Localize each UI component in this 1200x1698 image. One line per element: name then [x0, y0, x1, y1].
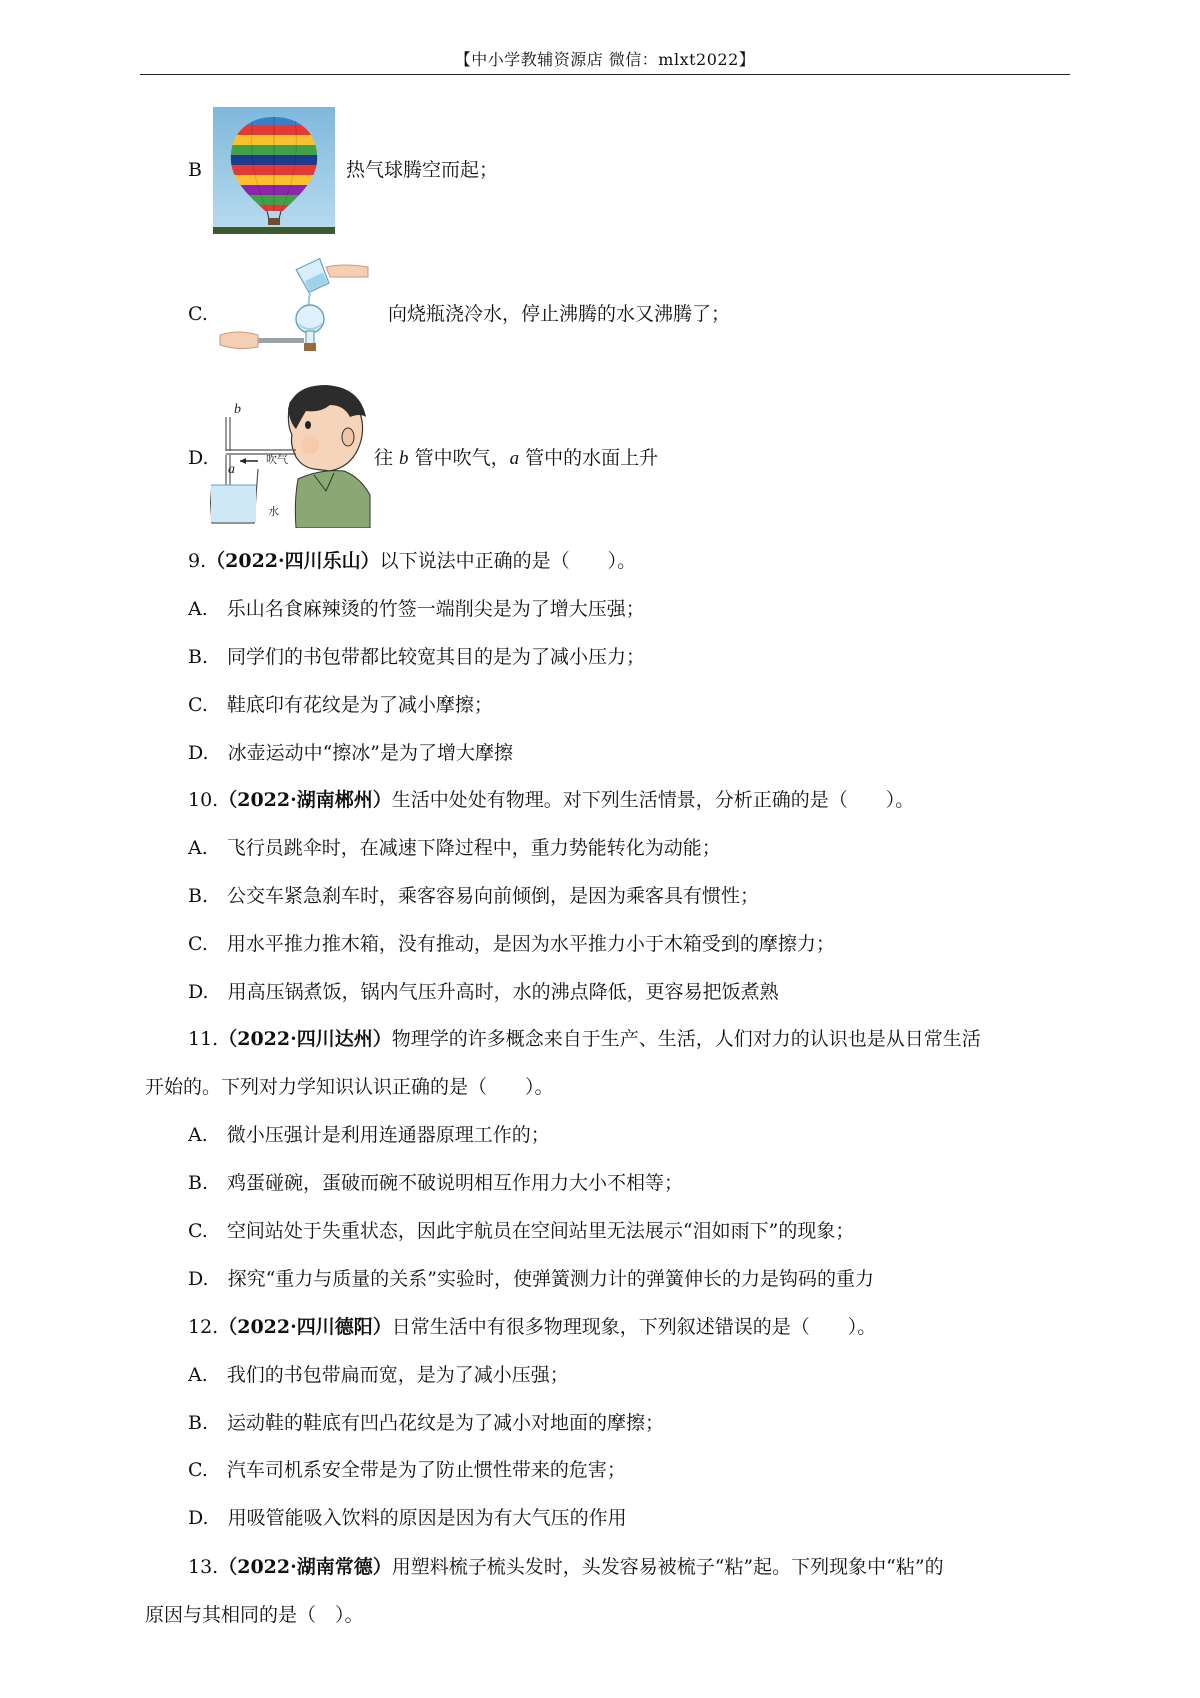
question-source: （2022·四川达州） [218, 1028, 392, 1050]
option-c-letter: C. [188, 303, 208, 325]
question-source: （2022·四川德阳） [218, 1316, 392, 1338]
label-a: a [228, 462, 235, 477]
question-10-option-a: A. 飞行员跳伞时，在减速下降过程中，重力势能转化为动能； [188, 837, 721, 859]
question-9-option-b: B. 同学们的书包带都比较宽其目的是为了减小压力； [188, 646, 646, 668]
question-11-option-c: C. 空间站处于失重状态，因此宇航员在空间站里无法展示“泪如雨下”的现象； [188, 1220, 855, 1242]
var-b: b [399, 448, 409, 469]
question-10-option-b: B. 公交车紧急刹车时，乘客容易向前倾倒，是因为乘客具有惯性； [188, 885, 760, 907]
label-blow: 吹气 [266, 453, 288, 466]
question-9-option-c: C. 鞋底印有花纹是为了减小摩擦； [188, 694, 493, 716]
question-text: 物理学的许多概念来自于生产、生活，人们对力的认识也是从日常生活 [391, 1028, 981, 1050]
question-source: （2022·湖南常德） [218, 1556, 392, 1578]
question-11-option-b: B. 鸡蛋碰碗，蛋破而碗不破说明相互作用力大小不相等； [188, 1172, 684, 1194]
question-12-option-d: D. 用吸管能吸入饮料的原因是因为有大气压的作用 [188, 1507, 627, 1529]
page-header: 【中小学教辅资源店 微信：mlxt2022】 [454, 50, 756, 69]
question-text: 生活中处处有物理。对下列生活情景，分析正确的是（ ）。 [391, 789, 915, 811]
question-source: （2022·四川乐山） [206, 550, 380, 572]
question-13-stem-continued: 原因与其相同的是（ ）。 [145, 1604, 364, 1626]
question-9-option-a: A. 乐山名食麻辣烫的竹签一端削尖是为了增大压强； [188, 598, 645, 620]
label-water: 水 [268, 505, 279, 518]
question-text: 日常生活中有很多物理现象，下列叙述错误的是（ ）。 [391, 1316, 877, 1338]
option-d-letter: D. [188, 447, 209, 469]
question-10-option-c: C. 用水平推力推木箱，没有推动，是因为水平推力小于木箱受到的摩擦力； [188, 933, 835, 955]
option-d-text-b: 管中吹气， [408, 447, 510, 469]
option-d-text-a: 往 [374, 447, 400, 469]
question-13-stem [188, 1553, 944, 1581]
question-12-option-b: B. 运动鞋的鞋底有凹凸花纹是为了减小对地面的摩擦； [188, 1412, 665, 1434]
option-d-text [374, 444, 658, 473]
question-text: 以下说法中正确的是（ ）。 [379, 550, 637, 572]
flask-cooling-image [218, 255, 378, 355]
question-number: 13. [188, 1556, 219, 1578]
question-11-stem-continued: 开始的。下列对力学知识认识正确的是（ ）。 [145, 1076, 554, 1098]
question-number: 11. [188, 1028, 219, 1050]
question-text: 用塑料梳子梳头发时，头发容易被梳子“粘”起。下列现象中“粘”的 [391, 1556, 944, 1578]
question-9-option-d: D. 冰壶运动中“擦冰”是为了增大摩擦 [188, 742, 514, 764]
question-source: （2022·湖南郴州） [218, 789, 392, 811]
option-d-text-c: 管中的水面上升 [519, 447, 659, 469]
question-9-stem [188, 547, 636, 575]
question-11-option-d: D. 探究“重力与质量的关系”实验时，使弹簧测力计的弹簧伸长的力是钩码的重力 [188, 1268, 875, 1290]
question-12-option-a: A. 我们的书包带扁而宽，是为了减小压强； [188, 1364, 569, 1386]
boy-blowing-tube-image [210, 383, 372, 528]
option-b-letter: B [188, 159, 202, 181]
question-10-stem [188, 786, 914, 814]
var-a: a [509, 448, 520, 469]
question-12-option-c: C. 汽车司机系安全带是为了防止惯性带来的危害； [188, 1459, 626, 1481]
label-b: b [234, 402, 241, 417]
hot-air-balloon-image [213, 107, 335, 234]
question-11-option-a: A. 微小压强计是利用连通器原理工作的； [188, 1124, 550, 1146]
question-number: 12. [188, 1316, 219, 1338]
question-10-option-d: D. 用高压锅煮饭，锅内气压升高时，水的沸点降低，更容易把饭煮熟 [188, 981, 779, 1003]
question-12-stem [188, 1313, 876, 1341]
question-number: 10. [188, 789, 219, 811]
question-number: 9. [188, 550, 207, 572]
option-b-text: 热气球腾空而起； [346, 159, 499, 181]
header-divider [140, 74, 1070, 75]
option-c-text: 向烧瓶浇冷水，停止沸腾的水又沸腾了； [388, 303, 731, 325]
question-11-stem [188, 1025, 981, 1053]
